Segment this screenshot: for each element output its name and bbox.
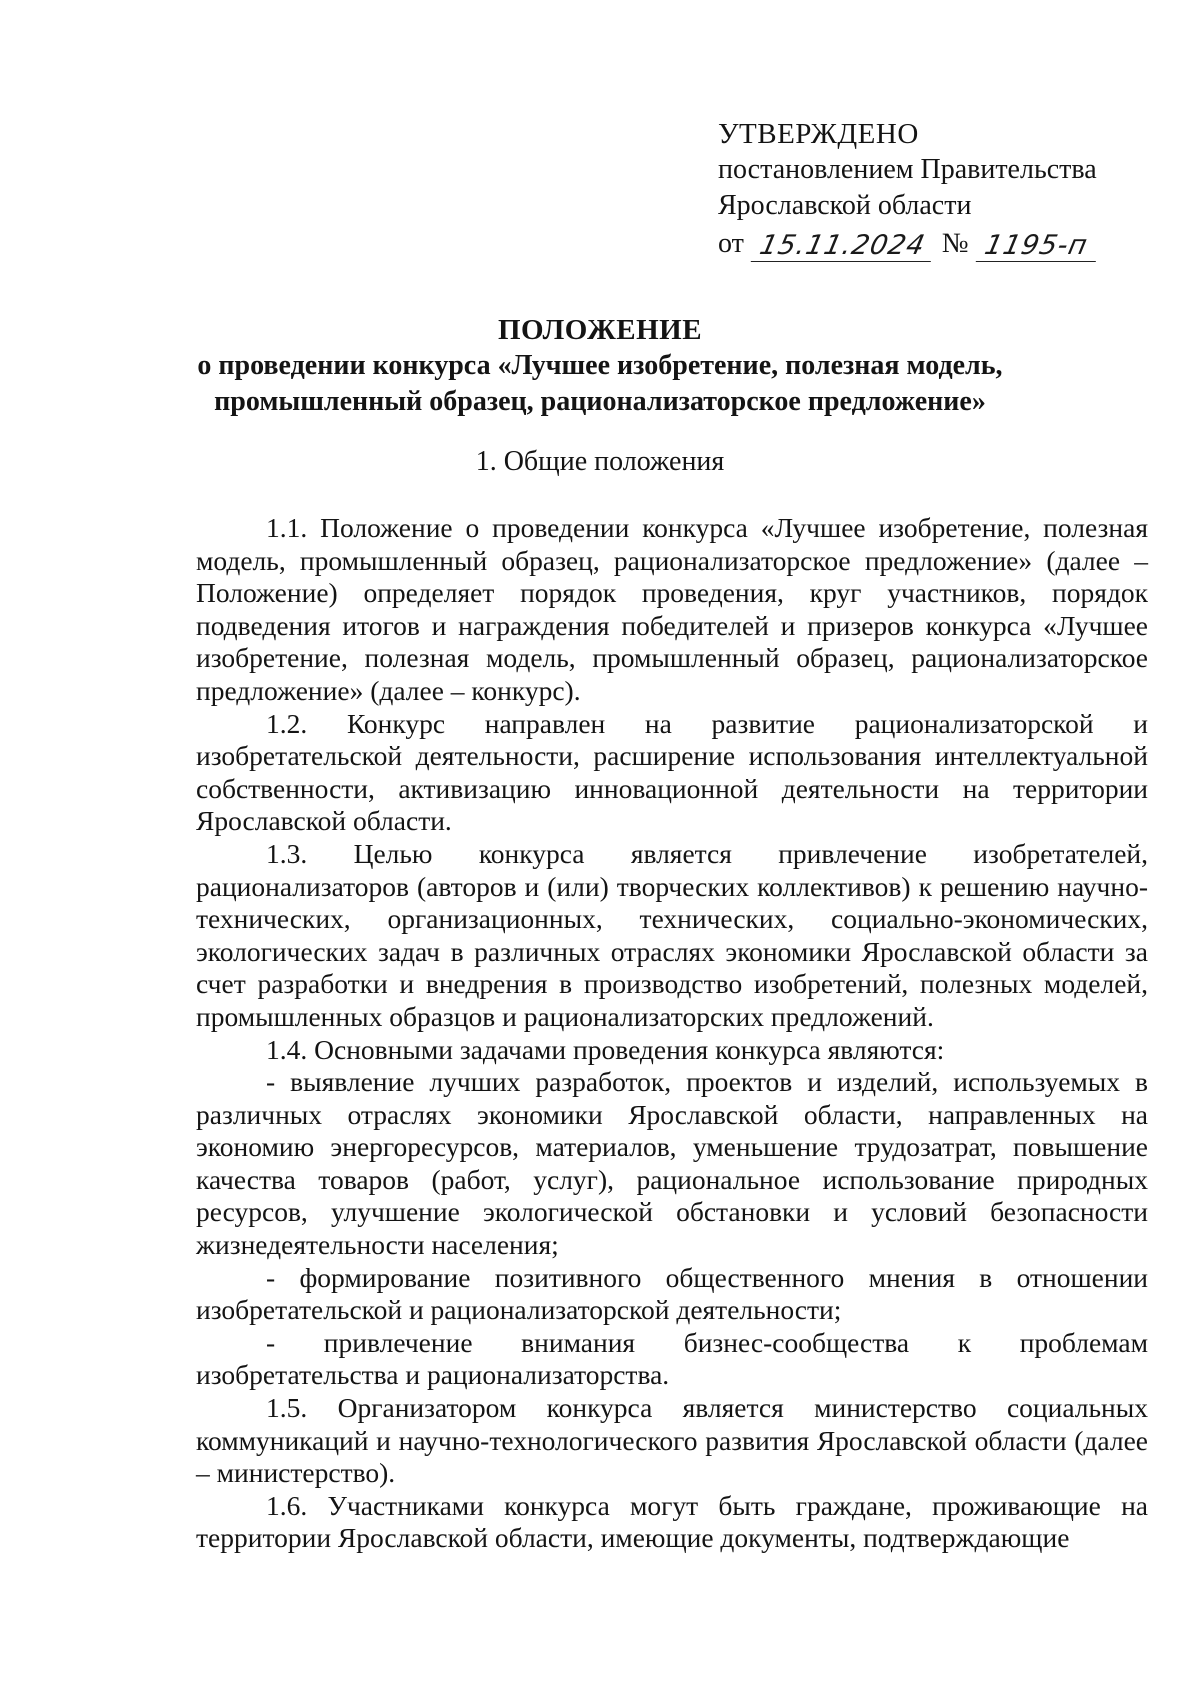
number-prefix: № xyxy=(941,228,969,259)
list-item-task-1: - выявление лучших разработок, проектов и изделий, используемых в различных отраслях экономики Ярославской области, направленных на экономию энергоресурсов, материалов, уменьшение трудозатрат, повышение качества товаров (работ, услуг), рациональное использование природных ресурсов, улучшение экологической обстановки и условий безопасности жизнедеятельности населения; xyxy=(196,1066,1148,1261)
paragraph-1-6: 1.6. Участниками конкурса могут быть граждане, проживающие на территории Ярославской области, имеющие документы, подтверждающие xyxy=(196,1489,1148,1554)
paragraph-1-1: 1.1. Положение о проведении конкурса «Лучшее изобретение, полезная модель, промышленный образец, рационализаторское предложение» (далее – Положение) определяет порядок проведения, круг участников, порядок подведения итогов и награждения победителей и призеров конкурса «Лучшее изобретение, полезная модель, промышленный образец, рационализаторское предложение» (далее – конкурс). xyxy=(196,512,1148,706)
paragraph-1-4: 1.4. Основными задачами проведения конкурса являются: xyxy=(266,1033,945,1065)
approval-line-1: постановлением Правительства xyxy=(718,154,1097,185)
paragraph-1-5: 1.5. Организатором конкурса является министерство социальных коммуникаций и научно-технологического развития Ярославской области (далее – министерство). xyxy=(196,1392,1148,1489)
approval-date-number-line xyxy=(718,224,1158,262)
list-item-task-3: - привлечение внимания бизнес-сообщества к проблемам изобретательства и рационализаторства. xyxy=(196,1326,1148,1391)
list-item-task-2: - формирование позитивного общественного мнения в отношении изобретательской и рационализаторской деятельности; xyxy=(196,1261,1148,1326)
handwritten-number: 1195-п xyxy=(975,231,1102,262)
document-subtitle-line-1: о проведении конкурса «Лучшее изобретение, полезная модель, xyxy=(197,350,1003,381)
document-subtitle-line-2: промышленный образец, рационализаторское предложение» xyxy=(214,386,986,417)
paragraph-1-2: 1.2. Конкурс направлен на развитие рационализаторской и изобретательской деятельности, расширение использования интеллектуальной собственности, активизацию инновационной деятельности на территории Ярославской области. xyxy=(196,707,1148,837)
date-prefix: от xyxy=(718,228,744,259)
approval-heading: УТВЕРЖДЕНО xyxy=(718,118,919,150)
approval-block xyxy=(718,116,1158,262)
approval-line-2: Ярославской области xyxy=(718,190,972,221)
title-block xyxy=(60,312,1140,420)
section-heading: 1. Общие положения xyxy=(475,446,725,477)
document-body xyxy=(196,512,1148,1555)
handwritten-date: 15.11.2024 xyxy=(751,231,938,262)
paragraph-1-3: 1.3. Целью конкурса является привлечение изобретателей, рационализаторов (авторов и (или) творческих коллективов) к решению научно-технических, организационных, технических, социально-экономических, экологических задач в различных отраслях экономики Ярославской области за счет разработки и внедрения в производство изобретений, полезных моделей, промышленных образцов и рационализаторских предложений. xyxy=(196,837,1148,1032)
document-title: ПОЛОЖЕНИЕ xyxy=(497,314,703,346)
